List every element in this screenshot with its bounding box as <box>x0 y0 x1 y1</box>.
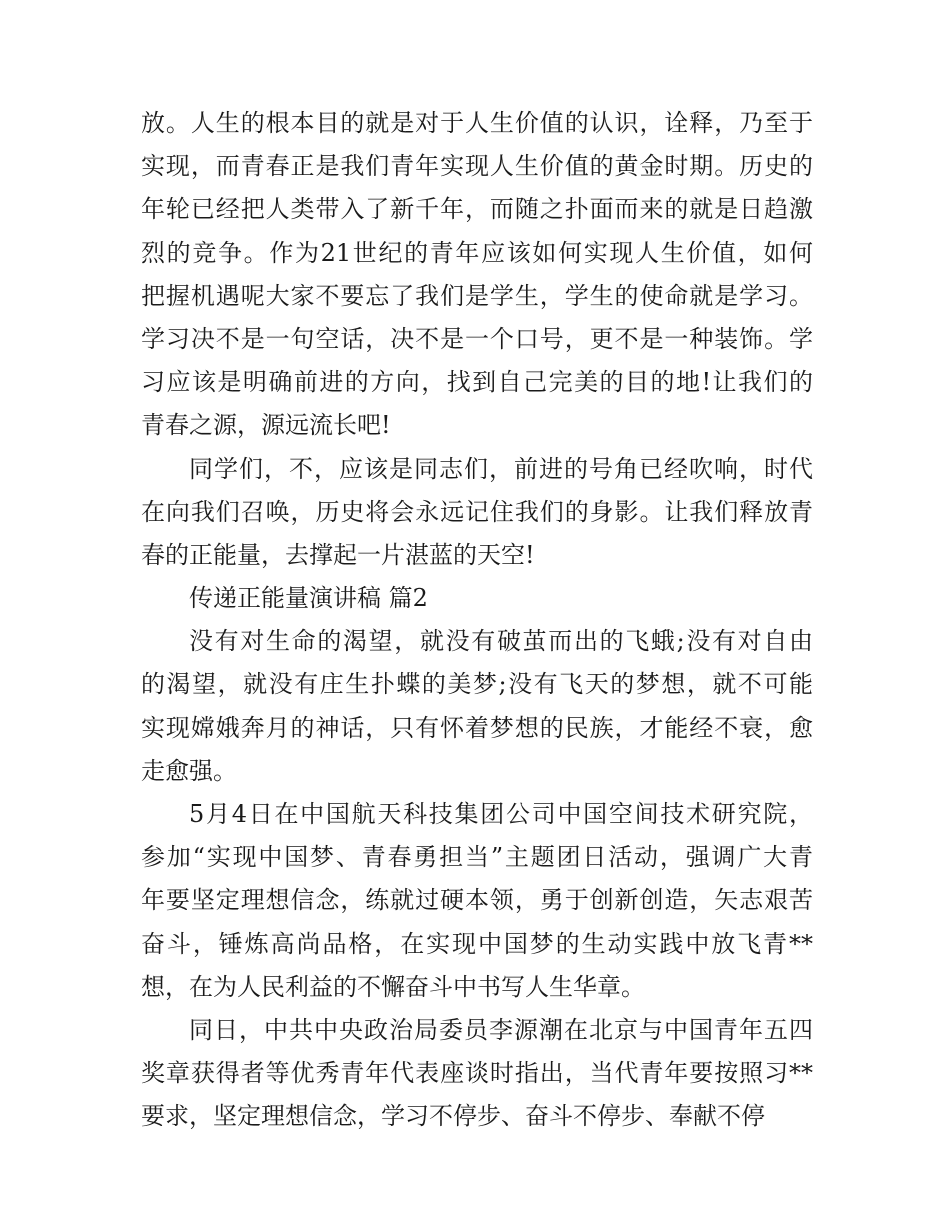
text-line: 想，在为人民利益的不懈奋斗中书写人生华章。 <box>141 972 645 1001</box>
paragraph <box>141 102 813 448</box>
text-line: 春的正能量，去撑起一片湛蓝的天空! <box>141 540 535 569</box>
text-line: 没有对生命的渴望，就没有破茧而出的飞蛾;没有对自由 <box>189 627 813 656</box>
text-line: 传递正能量演讲稿 篇2 <box>189 584 428 613</box>
text-line: 实现嫦娥奔月的神话，只有怀着梦想的民族，才能经不衰，愈 <box>141 713 813 742</box>
text-line: 奖章获得者等优秀青年代表座谈时指出，当代青年要按照习** <box>141 1059 813 1088</box>
paragraph <box>141 793 813 1009</box>
text-line: 年要坚定理想信念，练就过硬本领，勇于创新创造，矢志艰苦 <box>141 886 813 915</box>
text-line: 烈的竞争。作为21世纪的青年应该如何实现人生价值，如何 <box>141 238 813 267</box>
text-line: 同学们，不，应该是同志们，前进的号角已经吹响，时代 <box>189 454 813 483</box>
paragraph <box>141 448 813 578</box>
text-line: 走愈强。 <box>141 756 237 785</box>
text-line: 学习决不是一句空话，决不是一个口号，更不是一种装饰。学 <box>141 324 813 353</box>
text-line: 参加“实现中国梦、青春勇担当”主题团日活动，强调广大青 <box>141 843 813 872</box>
text-line: 在向我们召唤，历史将会永远记住我们的身影。让我们释放青 <box>141 497 813 526</box>
text-line: 的渴望，就没有庄生扑蝶的美梦;没有飞天的梦想，就不可能 <box>141 670 813 699</box>
text-line: 把握机遇呢大家不要忘了我们是学生，学生的使命就是学习。 <box>141 281 813 310</box>
text-line: 习应该是明确前进的方向，找到自己完美的目的地!让我们的 <box>141 368 813 397</box>
paragraph <box>141 1009 813 1139</box>
text-line: 青春之源，源远流长吧! <box>141 411 391 440</box>
text-line: 5月4日在中国航天科技集团公司中国空间技术研究院， <box>189 800 813 828</box>
text-line: 年轮已经把人类带入了新千年，而随之扑面而来的就是日趋激 <box>141 195 813 224</box>
paragraph <box>141 577 813 620</box>
document-page <box>141 102 813 1139</box>
paragraph <box>141 620 813 793</box>
text-line: 同日，中共中央政治局委员李源潮在北京与中国青年五四 <box>189 1015 813 1044</box>
text-line: 奋斗，锤炼高尚品格，在实现中国梦的生动实践中放飞青** <box>141 929 813 958</box>
text-line: 放。人生的根本目的就是对于人生价值的认识，诠释，乃至于 <box>141 109 813 137</box>
text-line: 要求，坚定理想信念，学习不停步、奋斗不停步、奉献不停 <box>141 1102 765 1131</box>
text-line: 实现，而青春正是我们青年实现人生价值的黄金时期。历史的 <box>141 152 813 181</box>
